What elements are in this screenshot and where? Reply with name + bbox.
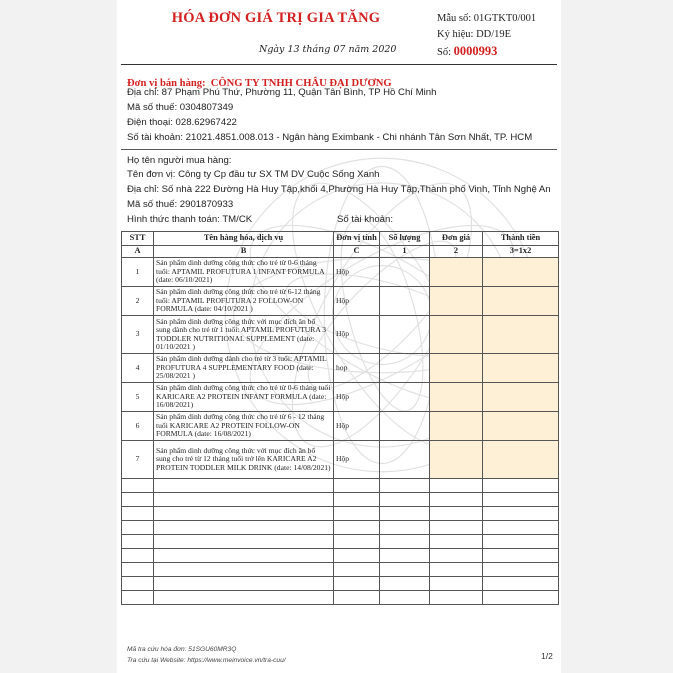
row-amount xyxy=(483,412,559,441)
row-unit: Hộp xyxy=(334,412,380,441)
col-header-amount: Thành tiền xyxy=(483,232,559,246)
col-header-stt: STT xyxy=(122,232,154,246)
table-row xyxy=(122,316,559,354)
lookup-website[interactable]: Tra cứu tại Website: https://www.meinvoice.vn/tra-cuu/ xyxy=(127,657,286,664)
table-row xyxy=(122,441,559,479)
table-row-empty xyxy=(122,507,559,521)
row-price xyxy=(430,287,483,316)
invoice-page xyxy=(117,0,561,673)
table-row-empty xyxy=(122,577,559,591)
row-item-name: Sản phẩm dinh dưỡng công thức với mục đích ăn bổ sung cho trẻ từ 12 tháng tuổi trở lên KARICARE A2 PROTEIN TODDLER MILK DRINK (date: 14/08/2021) xyxy=(154,441,334,479)
invoice-number-value: 0000993 xyxy=(453,44,498,58)
row-stt: 2 xyxy=(122,287,154,316)
seller-name-label: Đơn vị bán hàng: xyxy=(127,78,206,89)
row-amount xyxy=(483,316,559,354)
col-header-name: Tên hàng hóa, dịch vụ xyxy=(154,232,334,246)
table-header-row xyxy=(122,232,559,246)
buyer-name: Họ tên người mua hàng: xyxy=(127,155,232,166)
invoice-date: Ngày 13 tháng 07 năm 2020 xyxy=(259,44,397,55)
seller-divider xyxy=(121,149,557,150)
table-row-empty xyxy=(122,479,559,493)
goods-table xyxy=(121,231,559,605)
row-price xyxy=(430,441,483,479)
row-price xyxy=(430,316,483,354)
row-stt: 5 xyxy=(122,383,154,412)
row-price xyxy=(430,412,483,441)
table-row-empty xyxy=(122,521,559,535)
seller-name: CÔNG TY TNHH CHÂU ĐẠI DƯƠNG xyxy=(210,78,392,89)
seller-bank-account: Số tài khoản: 21021.4851.008.013 - Ngân hàng Eximbank - Chi nhánh Tân Sơn Nhất, TP. HCM xyxy=(127,132,533,143)
lookup-code: Mã tra cứu hóa đơn: 51SGU60MR3Q xyxy=(127,646,237,653)
row-item-name: Sản phẩm dinh dưỡng công thức cho trẻ từ 0-6 tháng tuổi KARICARE A2 PROTEIN INFANT FORMULA (date: 16/08/2021) xyxy=(154,383,334,412)
row-quantity xyxy=(380,258,430,287)
header-divider xyxy=(121,64,557,65)
row-unit: Hộp xyxy=(334,441,380,479)
row-item-name: Sản phẩm dinh dưỡng công thức cho trẻ từ 6-12 tháng tuổi: APTAMIL PROFUTURA 2 FOLLOW-ON FORMULA (date: 04/10/2021 ) xyxy=(154,287,334,316)
row-unit: hop xyxy=(334,354,380,383)
invoice-number xyxy=(437,44,497,59)
table-row xyxy=(122,383,559,412)
row-stt: 7 xyxy=(122,441,154,479)
table-row xyxy=(122,412,559,441)
row-stt: 1 xyxy=(122,258,154,287)
row-item-name: Sản phẩm dinh dưỡng công thức cho trẻ từ 6 - 12 tháng tuổi KARICARE A2 PROTEIN FOLLOW-ON FORMULA (date: 16/08/2021) xyxy=(154,412,334,441)
invoice-number-label: Số: xyxy=(437,47,452,58)
row-amount xyxy=(483,441,559,479)
row-quantity xyxy=(380,412,430,441)
table-label-row xyxy=(122,246,559,258)
row-unit: Hộp xyxy=(334,258,380,287)
col-label: A xyxy=(122,246,154,258)
row-quantity xyxy=(380,316,430,354)
invoice-title: HÓA ĐƠN GIÁ TRỊ GIA TĂNG xyxy=(171,10,381,26)
buyer-account: Số tài khoản: xyxy=(337,214,394,225)
table-row xyxy=(122,287,559,316)
buyer-tax-code: Mã số thuế: 2901870933 xyxy=(127,199,234,210)
table-row-empty xyxy=(122,591,559,605)
row-amount xyxy=(483,258,559,287)
row-unit: Hộp xyxy=(334,383,380,412)
row-item-name: Sản phẩm dinh dưỡng dành cho trẻ từ 3 tuổi: APTAMIL PROFUTURA 4 SUPPLEMENTARY FOOD (date: 25/08/2021 ) xyxy=(154,354,334,383)
col-label: C xyxy=(334,246,380,258)
row-stt: 6 xyxy=(122,412,154,441)
col-label: B xyxy=(154,246,334,258)
buyer-address: Địa chỉ: Số nhà 222 Đường Hà Huy Tập,khối 4,Phường Hà Huy Tập,Thành phố Vinh, Tỉnh Nghệ An xyxy=(127,184,551,195)
col-label: 1 xyxy=(380,246,430,258)
seller-phone: Điện thoại: 028.62967422 xyxy=(127,117,237,128)
row-price xyxy=(430,354,483,383)
col-label: 2 xyxy=(430,246,483,258)
col-header-unit: Đơn vị tính xyxy=(334,232,380,246)
row-item-name: Sản phẩm dinh dưỡng công thức với mục đích ăn bổ sung dành cho trẻ từ 1 tuổi: APTAMIL PROFUTURA 3 TODDLER NUTRITIONAL SUPPLEMENT (date: 01/10/2021 ) xyxy=(154,316,334,354)
seller-address: Địa chỉ: 87 Phạm Phú Thứ, Phường 11, Quận Tân Bình, TP Hồ Chí Minh xyxy=(127,87,437,98)
form-number: Mẫu số: 01GTKT0/001 xyxy=(437,13,537,24)
col-header-price: Đơn giá xyxy=(430,232,483,246)
table-row-empty xyxy=(122,535,559,549)
table-row-empty xyxy=(122,549,559,563)
table-row-empty xyxy=(122,493,559,507)
col-header-quantity: Số lượng xyxy=(380,232,430,246)
row-stt: 4 xyxy=(122,354,154,383)
row-item-name: Sản phẩm dinh dưỡng công thức cho trẻ từ 0-6 tháng tuổi: APTAMIL PROFUTURA 1 INFANT FORMULA (date: 06/10/2021) xyxy=(154,258,334,287)
row-price xyxy=(430,258,483,287)
row-amount xyxy=(483,354,559,383)
col-label: 3=1x2 xyxy=(483,246,559,258)
row-quantity xyxy=(380,383,430,412)
row-stt: 3 xyxy=(122,316,154,354)
payment-method: Hình thức thanh toán: TM/CK xyxy=(127,214,253,225)
invoice-symbol: Ký hiệu: DD/19E xyxy=(437,29,512,40)
table-row-empty xyxy=(122,563,559,577)
table-row xyxy=(122,258,559,287)
row-quantity xyxy=(380,287,430,316)
row-quantity xyxy=(380,441,430,479)
row-unit: Hộp xyxy=(334,287,380,316)
table-row xyxy=(122,354,559,383)
row-unit: Hộp xyxy=(334,316,380,354)
page-number: 1/2 xyxy=(541,651,553,661)
buyer-unit: Tên đơn vị: Công ty Cp đầu tư SX TM DV Cuộc Sống Xanh xyxy=(127,169,380,180)
row-price xyxy=(430,383,483,412)
row-amount xyxy=(483,383,559,412)
seller-tax-code: Mã số thuế: 0304807349 xyxy=(127,102,234,113)
row-amount xyxy=(483,287,559,316)
row-quantity xyxy=(380,354,430,383)
